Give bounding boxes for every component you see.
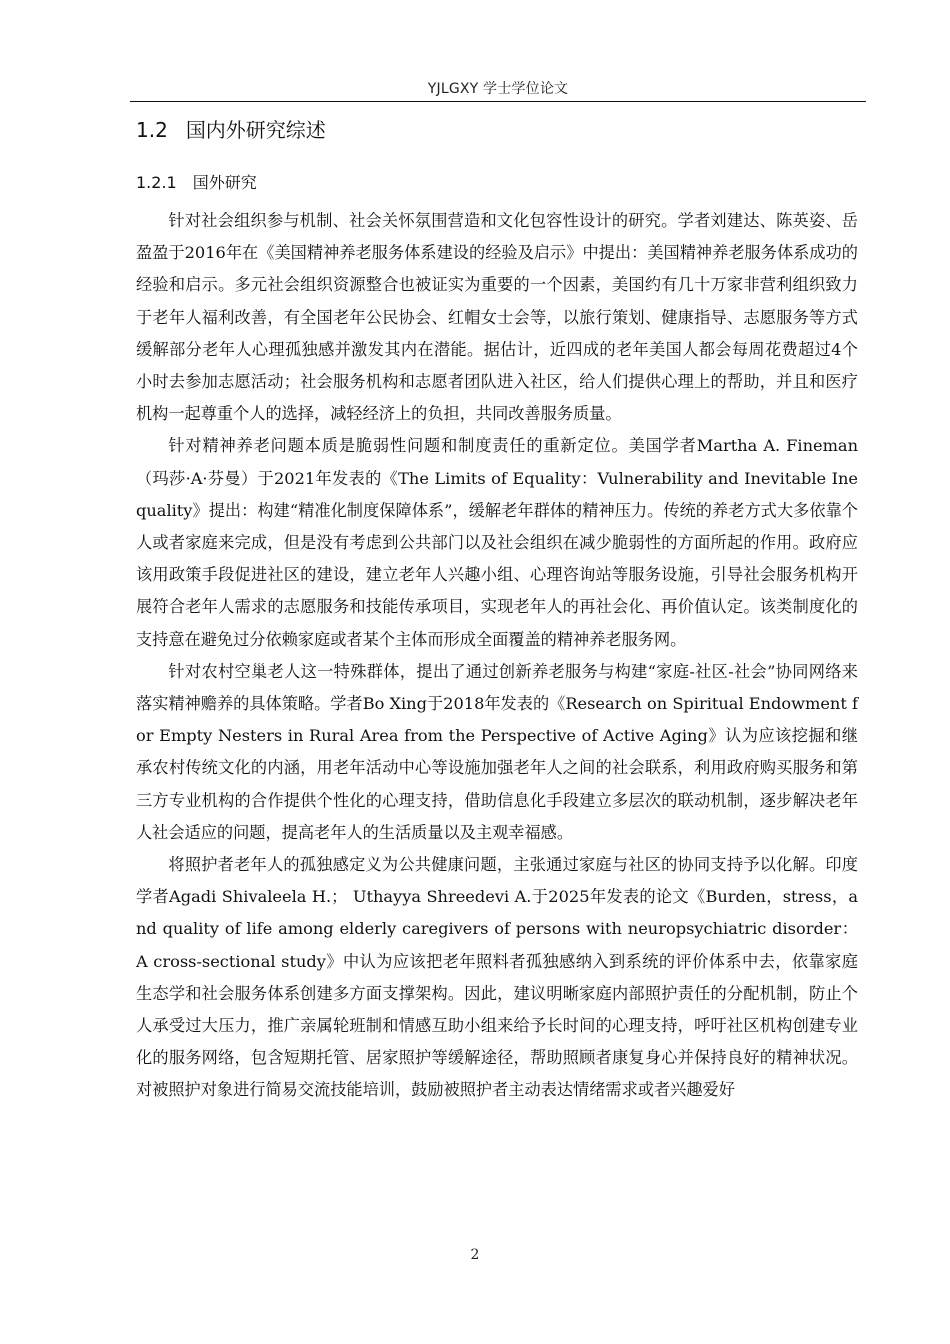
paragraph: 将照护者老年人的孤独感定义为公共健康问题，主张通过家庭与社区的协同支持予以化解。印度学者Agadi Shivaleela H.； Uthayya Shreedevi A.于2025年发表的论文《Burden，stress，and quality of life among elderly caregivers of persons with neuropsychiatric disorder： A cross-sectional study》中认为应该把老年照料者孤独感纳入到系统的评价体系中去，依靠家庭生态学和社会服务体系创建多方面支撑架构。因此，建议明晰家庭内部照护责任的分配机制，防止个人承受过大压力，推广亲属轮班制和情感互助小组来给予长时间的心理支持，呼吁社区机构创建专业化的服务网络，包含短期托管、居家照护等缓解途径，帮助照顾者康复身心并保持良好的精神状况。对被照护对象进行简易交流技能培训，鼓励被照护者主动表达情绪需求或者兴趣爱好 — [136, 855, 858, 1100]
header-rule — [130, 101, 866, 102]
paragraph: 针对农村空巢老人这一特殊群体，提出了通过创新养老服务与构建“家庭-社区-社会”协同网络来落实精神赡养的具体策略。学者Bo Xing于2018年发表的《Research on Spiritual Endowment for Empty Nesters in Rural Area from the Perspective of Active Aging》认为应该挖掘和继承农村传统文化的内涵，用老年活动中心等设施加强老年人之间的社会联系，利用政府购买服务和第三方专业机构的合作提供个性化的心理支持，借助信息化手段建立多层次的联动机制，逐步解决老年人社会适应的问题，提高老年人的生活质量以及主观幸福感。 — [136, 661, 858, 842]
section-title: 国内外研究综述 — [185, 118, 326, 142]
paragraph: 针对精神养老问题本质是脆弱性问题和制度责任的重新定位。美国学者Martha A. Fineman（玛莎·A·芬曼）于2021年发表的《The Limits of Equality：Vulnerability and Inevitable Inequality》提出：构建“精准化制度保障体系”，缓解老年群体的精神压力。传统的养老方式大多依靠个人或者家庭来完成，但是没有考虑到公共部门以及社会组织在减少脆弱性的方面所起的作用。政府应该用政策手段促进社区的建设，建立老年人兴趣小组、心理咨询站等服务设施，引导社会服务机构开展符合老年人需求的志愿服务和技能传承项目，实现老年人的再社会化、再价值认定。该类制度化的支持意在避免过分依赖家庭或者某个主体而形成全面覆盖的精神养老服务网。 — [136, 436, 858, 649]
paragraph: 针对社会组织参与机制、社会关怀氛围营造和文化包容性设计的研究。学者刘建达、陈英姿、岳盈盈于2016年在《美国精神养老服务体系建设的经验及启示》中提出：美国精神养老服务体系成功的经验和启示。多元社会组织资源整合也被证实为重要的一个因素，美国约有几十万家非营利组织致力于老年人福利改善，有全国老年公民协会、红帽女士会等，以旅行策划、健康指导、志愿服务等方式缓解部分老年人心理孤独感并激发其内在潜能。据估计，近四成的老年美国人都会每周花费超过4个小时去参加志愿活动；社会服务机构和志愿者团队进入社区，给人们提供心理上的帮助，并且和医疗机构一起尊重个人的选择，减轻经济上的负担，共同改善服务质量。 — [136, 211, 858, 424]
body-text — [136, 205, 858, 1107]
subsection-number: 1.2.1 — [136, 173, 177, 192]
page-number: 2 — [470, 1247, 480, 1263]
subsection-title: 国外研究 — [192, 173, 257, 192]
subsection-heading — [136, 170, 257, 193]
running-header: YJLGXY 学士学位论文 — [427, 81, 569, 97]
section-number: 1.2 — [136, 118, 168, 142]
section-heading — [136, 114, 326, 143]
